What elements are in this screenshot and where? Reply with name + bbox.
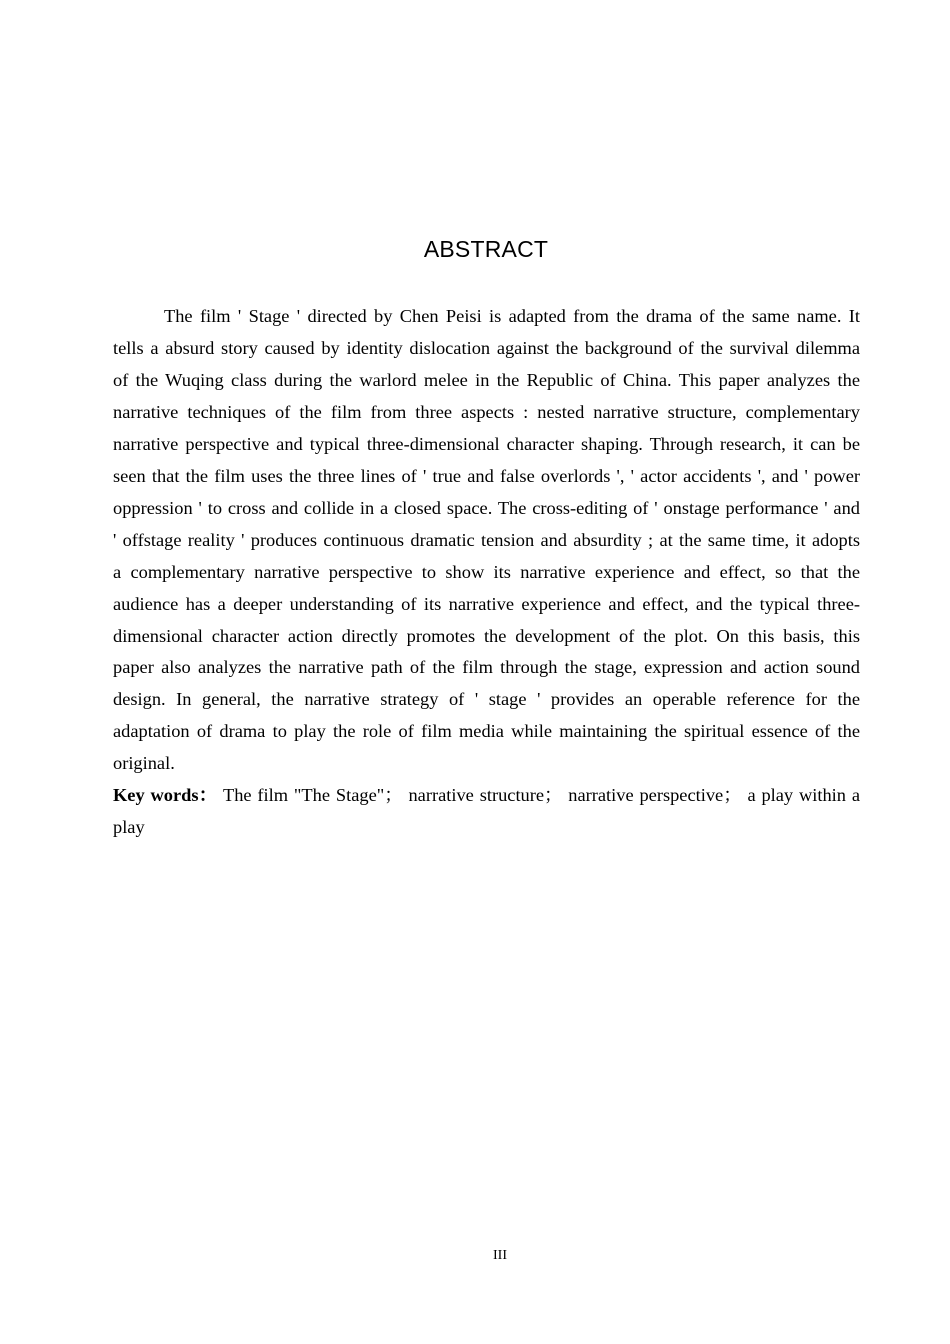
keywords-line [113,780,860,844]
keywords-label: Key words： [113,785,218,806]
abstract-paragraph: The film ' Stage ' directed by Chen Peisi is adapted from the drama of the same name. It tells a absurd story caused by identity dislocation against the background of the survival dilemma of the Wuqing class during the warlord melee in the Republic of China. This paper analyzes the narrative techniques of the film from three aspects : nested narrative structure, complementary narrative perspective and typical three-dimensional character shaping. Through research, it can be seen that the film uses the three lines of ' true and false overlords ', ' actor accidents ', and ' power oppression ' to cross and collide in a closed space. The cross-editing of ' onstage performance ' and ' offstage reality ' produces continuous dramatic tension and absurdity ; at the same time, it adopts a complementary narrative perspective to show its narrative experience and effect, so that the audience has a deeper understanding of its narrative experience and effect, and the typical three-dimensional character action directly promotes the development of the plot. On this basis, this paper also analyzes the narrative path of the film through the stage, expression and action sound design. In general, the narrative strategy of ' stage ' provides an operable reference for the adaptation of drama to play the role of film media while maintaining the spiritual essence of the original. [113,306,860,774]
abstract-title: ABSTRACT [423,236,549,262]
abstract-body [113,301,860,844]
page-number: III [493,1248,507,1263]
keywords-text: The film "The Stage"； narrative structure； narrative perspective； a play within a play [113,785,860,838]
